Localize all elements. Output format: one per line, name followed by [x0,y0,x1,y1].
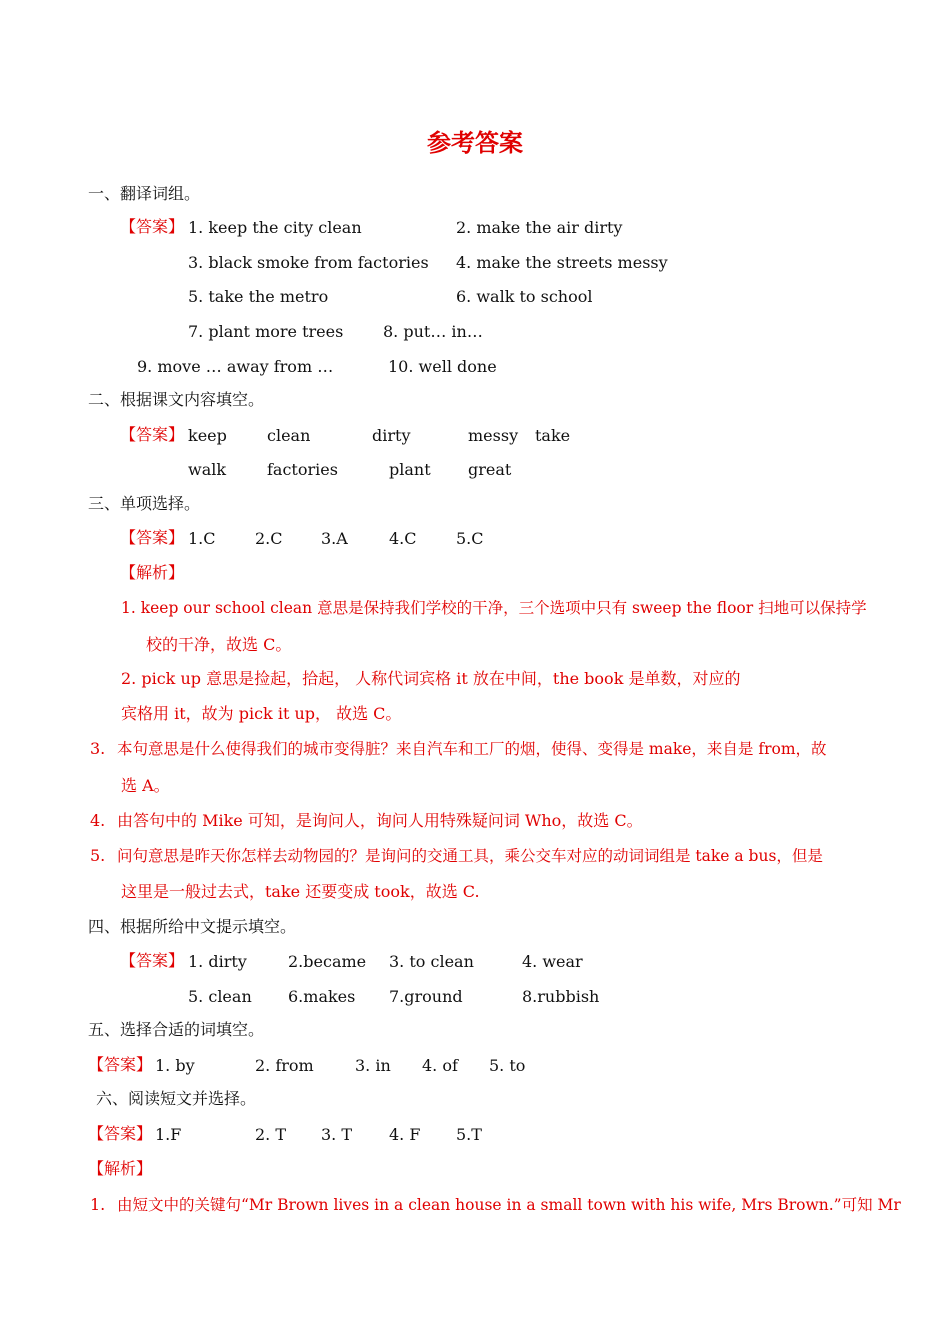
s2-word: factories [267,460,338,479]
answer-label: 【答案】 [120,217,185,236]
s6-answer: 1.F [155,1125,182,1144]
answer-label: 【答案】 [120,951,185,970]
s3-explanation: 宾格用 it，故为 pick it up， 故选 C。 [121,704,402,723]
s4-answer: 7.ground [389,987,463,1006]
s1-item: 6. walk to school [456,287,593,306]
s1-item: 7. plant more trees [188,322,344,341]
s1-item: 3. black smoke from factories [188,253,429,272]
s3-explanation: 2. pick up 意思是捡起，拾起， 人称代词宾格 it 放在中间，the book 是单数，对应的 [121,669,741,688]
answer-label: 【答案】 [88,1055,153,1074]
s2-word: dirty [372,426,411,445]
s6-explanation-number: 1. [90,1195,106,1214]
s4-answer: 1. dirty [188,952,247,971]
section-3-heading: 三、单项选择。 [88,494,201,513]
s3-explanation: 问句意思是昨天你怎样去动物园的？是询问的交通工具，乘公交车对应的动词词组是 take a bus，但是 [117,847,823,865]
s4-answer: 8.rubbish [522,987,600,1006]
s3-explanation: 校的干净，故选 C。 [146,635,292,654]
s4-answer: 3. to clean [389,952,474,971]
section-4-heading: 四、根据所给中文提示填空。 [88,917,297,936]
section-5-heading: 五、选择合适的词填空。 [88,1020,265,1039]
answer-label: 【答案】 [120,425,185,444]
s1-item: 9. move … away from … [137,357,334,376]
analysis-label: 【解析】 [120,563,185,582]
s3-explanation: 1. keep our school clean 意思是保持我们学校的干净，三个选项中只有 sweep the floor 扫地可以保持学 [121,599,867,617]
answer-label: 【答案】 [88,1124,153,1143]
s1-item: 5. take the metro [188,287,329,306]
s3-answer: 1.C [188,529,216,548]
s2-word: take [535,426,571,445]
s3-explanation: 由答句中的 Mike 可知，是询问人，询问人用特殊疑问词 Who，故选 C。 [117,811,643,830]
s6-answer: 2. T [255,1125,287,1144]
s1-item: 1. keep the city clean [188,218,362,237]
section-2-heading: 二、根据课文内容填空。 [88,390,265,409]
s3-explanation-number: 4. [90,811,106,830]
s5-answer: 5. to [489,1056,526,1075]
s6-answer: 5.T [456,1125,482,1144]
s4-answer: 5. clean [188,987,252,1006]
section-6-heading: 六、阅读短文并选择。 [96,1089,257,1108]
analysis-label: 【解析】 [88,1159,153,1178]
s1-item: 8. put… in… [383,322,483,341]
s5-answer: 3. in [355,1056,391,1075]
s6-explanation: 由短文中的关键句“Mr Brown lives in a clean house in a small town with his wife, Mrs Brown.”可知 Mr [117,1196,901,1214]
s3-explanation-number: 5. [90,846,106,865]
s3-answer: 2.C [255,529,283,548]
s1-item: 10. well done [388,357,497,376]
s2-word: walk [188,460,227,479]
s5-answer: 4. of [422,1056,458,1075]
section-1-heading: 一、翻译词组。 [88,184,201,203]
s3-answer: 5.C [456,529,484,548]
answer-label: 【答案】 [120,528,185,547]
s3-explanation-number: 3. [90,739,106,758]
s2-word: clean [267,426,311,445]
s4-answer: 6.makes [288,987,356,1006]
s3-answer: 3.A [321,529,348,548]
s2-word: great [468,460,512,479]
s4-answer: 2.became [288,952,367,971]
page-title: 参考答案 [427,128,523,157]
s6-answer: 4. F [389,1125,421,1144]
s3-answer: 4.C [389,529,417,548]
s3-explanation: 本句意思是什么使得我们的城市变得脏？来自汽车和工厂的烟，使得、变得是 make，来自是 from，故 [117,740,827,758]
s3-explanation: 这里是一般过去式，take 还要变成 took，故选 C. [121,882,480,901]
s2-word: keep [188,426,227,445]
s5-answer: 1. by [155,1056,195,1075]
s6-answer: 3. T [321,1125,353,1144]
s1-item: 4. make the streets messy [456,253,668,272]
s5-answer: 2. from [255,1056,314,1075]
s2-word: messy [468,426,519,445]
s3-explanation: 选 A。 [121,776,170,795]
s4-answer: 4. wear [522,952,583,971]
s2-word: plant [389,460,431,479]
s1-item: 2. make the air dirty [456,218,623,237]
